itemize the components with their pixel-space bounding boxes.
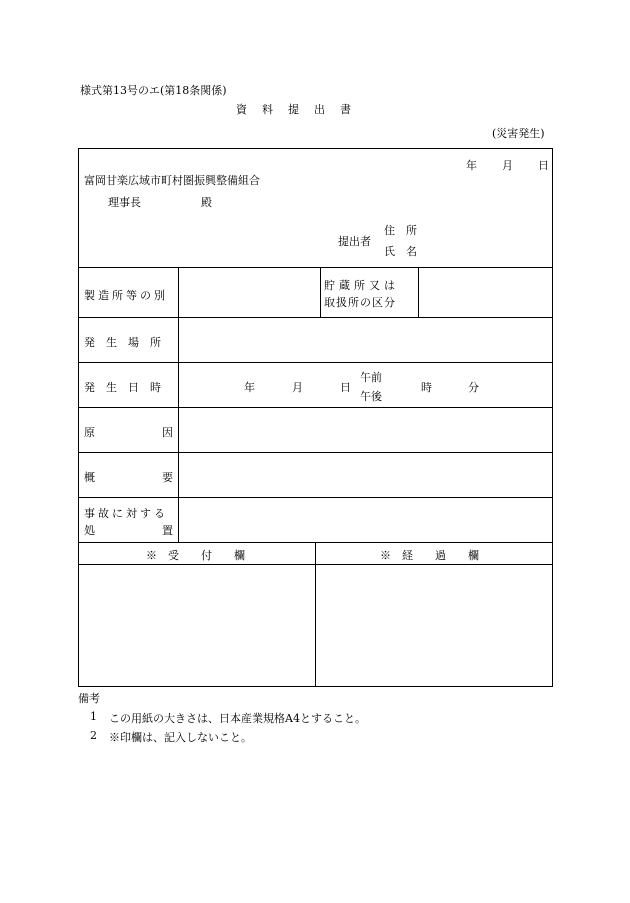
row-divider — [78, 317, 553, 318]
progress-column-header: ※ 経 過 欄 — [380, 549, 479, 562]
date-year: 年 — [466, 159, 477, 172]
measures-label-line1: 事故に対する — [84, 507, 168, 520]
footer-column-divider — [315, 542, 316, 687]
datetime-year: 年 — [244, 381, 255, 394]
column-divider — [418, 267, 419, 317]
address-label: 住 所 — [384, 224, 417, 237]
recipient-title: 理事長 — [108, 196, 141, 209]
cause-label-2: 因 — [162, 426, 173, 439]
organization-name: 富岡甘楽広域市町村圏振興整備組合 — [84, 174, 260, 187]
note-2-number: 2 — [90, 729, 97, 742]
row-divider — [78, 452, 553, 453]
submitter-label: 提出者 — [338, 235, 371, 248]
summary-label-2: 要 — [162, 471, 173, 484]
label-column-divider — [178, 267, 179, 542]
storage-label-line2: 取扱所の区分 — [324, 296, 396, 309]
note-2-text: ※印欄は、記入しないこと。 — [109, 731, 252, 744]
document-subtitle: (災害発生) — [492, 127, 545, 140]
location-label: 発 生 場 所 — [84, 336, 161, 349]
measures-label-2b: 置 — [162, 524, 173, 537]
storage-label-line1: 貯蔵所又は — [324, 279, 399, 292]
date-month: 月 — [502, 159, 513, 172]
datetime-day: 日 — [340, 381, 351, 394]
datetime-hour: 時 — [421, 381, 432, 394]
name-label: 氏 名 — [384, 245, 417, 258]
note-1-text: この用紙の大きさは、日本産業規格A4とすること。 — [109, 712, 366, 725]
date-day: 日 — [538, 159, 549, 172]
datetime-pm: 午後 — [360, 390, 382, 403]
datetime-am: 午前 — [360, 371, 382, 384]
row-divider — [78, 407, 553, 408]
summary-label-1: 概 — [84, 471, 95, 484]
datetime-month: 月 — [292, 381, 303, 394]
honorific: 殿 — [201, 196, 212, 209]
row-divider — [78, 497, 553, 498]
form-number: 様式第13号のエ(第18条関係) — [80, 84, 227, 97]
facility-type-label: 製造所等の別 — [84, 289, 168, 302]
cause-label-1: 原 — [84, 426, 95, 439]
notes-heading: 備考 — [78, 692, 100, 705]
row-divider — [78, 362, 553, 363]
column-divider — [320, 267, 321, 317]
row-divider — [78, 267, 553, 268]
reception-column-header: ※ 受 付 欄 — [146, 549, 245, 562]
document-title: 資 料 提 出 書 — [236, 103, 353, 116]
datetime-minute: 分 — [468, 381, 479, 394]
datetime-label: 発 生 日 時 — [84, 381, 161, 394]
measures-label-2a: 処 — [84, 524, 95, 537]
note-1-number: 1 — [90, 710, 97, 723]
